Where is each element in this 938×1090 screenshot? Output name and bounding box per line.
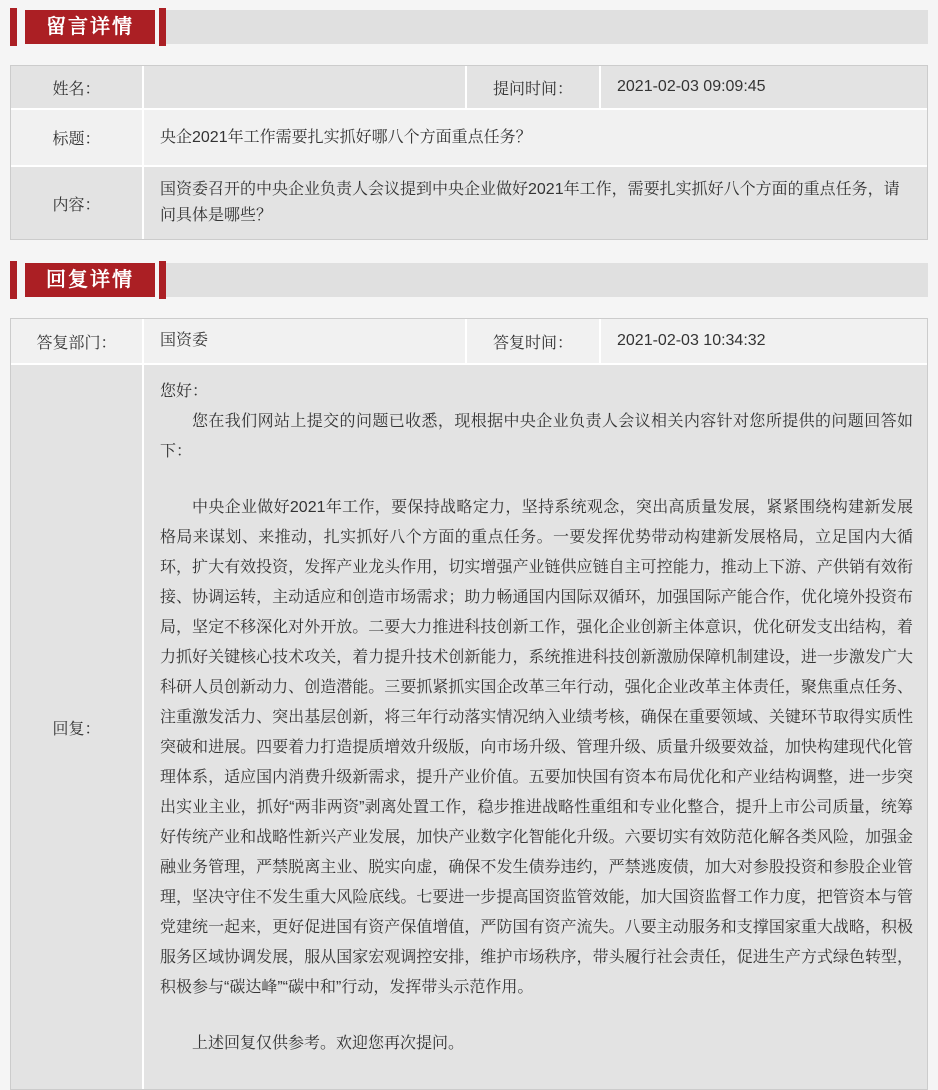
reply-time-label: 答复时间：: [467, 319, 601, 365]
reply-intro: 您在我们网站上提交的问题已收悉，现根据中央企业负责人会议相关内容针对您所提供的问题回答如下：: [160, 413, 913, 460]
table-row: [11, 167, 927, 239]
reply-time-value: 2021-02-03 10:34:32: [601, 319, 927, 365]
table-row: [11, 365, 927, 1089]
reply-closing: 上述回复仅供参考。欢迎您再次提问。: [192, 1035, 465, 1052]
title-value: 央企2021年工作需要扎实抓好哪八个方面重点任务？: [144, 110, 927, 167]
content-label: 内容：: [11, 167, 144, 239]
page: [0, 8, 938, 1090]
red-bar-decoration: [159, 261, 166, 299]
reply-label: 回复：: [11, 365, 144, 1089]
table-row: [11, 319, 927, 365]
message-section-header: [10, 8, 928, 46]
name-label: 姓名：: [11, 66, 144, 110]
name-value: [144, 66, 467, 110]
reply-section-title: 回复详情: [25, 263, 155, 297]
reply-section-header: [10, 261, 928, 299]
reply-dept-value: 国资委: [144, 319, 467, 365]
ask-time-label: 提问时间：: [467, 66, 601, 110]
table-row: [11, 110, 927, 167]
reply-greeting: 您好：: [160, 383, 209, 400]
message-detail-table: [10, 65, 928, 240]
reply-main-text: 中央企业做好2021年工作，要保持战略定力，坚持系统观念，突出高质量发展，紧紧围绕构建新发展格局来谋划、来推动，扎实抓好八个方面的重点任务。一要发挥优势带动构建新发展格局，立足国内大循环，扩大有效投资，发挥产业龙头作用，切实增强产业链供应链自主可控能力，推动上下游、产供销有效衔接、协调运转，主动适应和创造市场需求；助力畅通国内国际双循环，加强国际产能合作，优化境外投资布局，坚定不移深化对外开放。二要大力推进科技创新工作，强化企业创新主体意识，优化研发支出结构，着力抓好关键核心技术攻关，着力提升技术创新能力，系统推进科技创新激励保障机制建设，进一步激发广大科研人员创新动力、创造潜能。三要抓紧抓实国企改革三年行动，强化企业改革主体责任，聚焦重点任务、注重激发活力、突出基层创新，将三年行动落实情况纳入业绩考核，确保在重要领域、关键环节取得实质性突破和进展。四要着力打造提质增效升级版，向市场升级、管理升级、质量升级要效益，加快构建现代化管理体系，适应国内消费升级新需求，提升产业价值。五要加快国有资本布局优化和产业结构调整，进一步突出实业主业，抓好“两非两资”剥离处置工作，稳步推进战略性重组和专业化整合，提升上市公司质量，统筹好传统产业和战略性新兴产业发展，加快产业数字化智能化升级。六要切实有效防范化解各类风险，加强金融业务管理，严禁脱离主业、脱实向虚，确保不发生债券违约，严禁逃废债，加大对参股投资和参股企业管理，坚决守住不发生重大风险底线。七要进一步提高国资监管效能，加大国资监督工作力度，把管资本与管党建统一起来，更好促进国有资产保值增值，严防国有资产流失。八要主动服务和支撑国家重大战略，积极服务区域协调发展，服从国家宏观调控安排，维护市场秩序，带头履行社会责任，促进生产方式绿色转型，积极参与“碳达峰”“碳中和”行动，发挥带头示范作用。: [160, 499, 913, 996]
reply-dept-label: 答复部门：: [11, 319, 144, 365]
message-section-title: 留言详情: [25, 10, 155, 44]
red-bar-decoration: [10, 8, 17, 46]
reply-body: [144, 365, 927, 1089]
table-row: [11, 66, 927, 110]
red-bar-decoration: [159, 8, 166, 46]
ask-time-value: 2021-02-03 09:09:45: [601, 66, 927, 110]
header-strip-decoration: [166, 10, 928, 44]
content-value: 国资委召开的中央企业负责人会议提到中央企业做好2021年工作，需要扎实抓好八个方面的重点任务，请问具体是哪些？: [144, 167, 927, 239]
reply-detail-table: [10, 318, 928, 1090]
red-bar-decoration: [10, 261, 17, 299]
header-strip-decoration: [166, 263, 928, 297]
title-label: 标题：: [11, 110, 144, 167]
